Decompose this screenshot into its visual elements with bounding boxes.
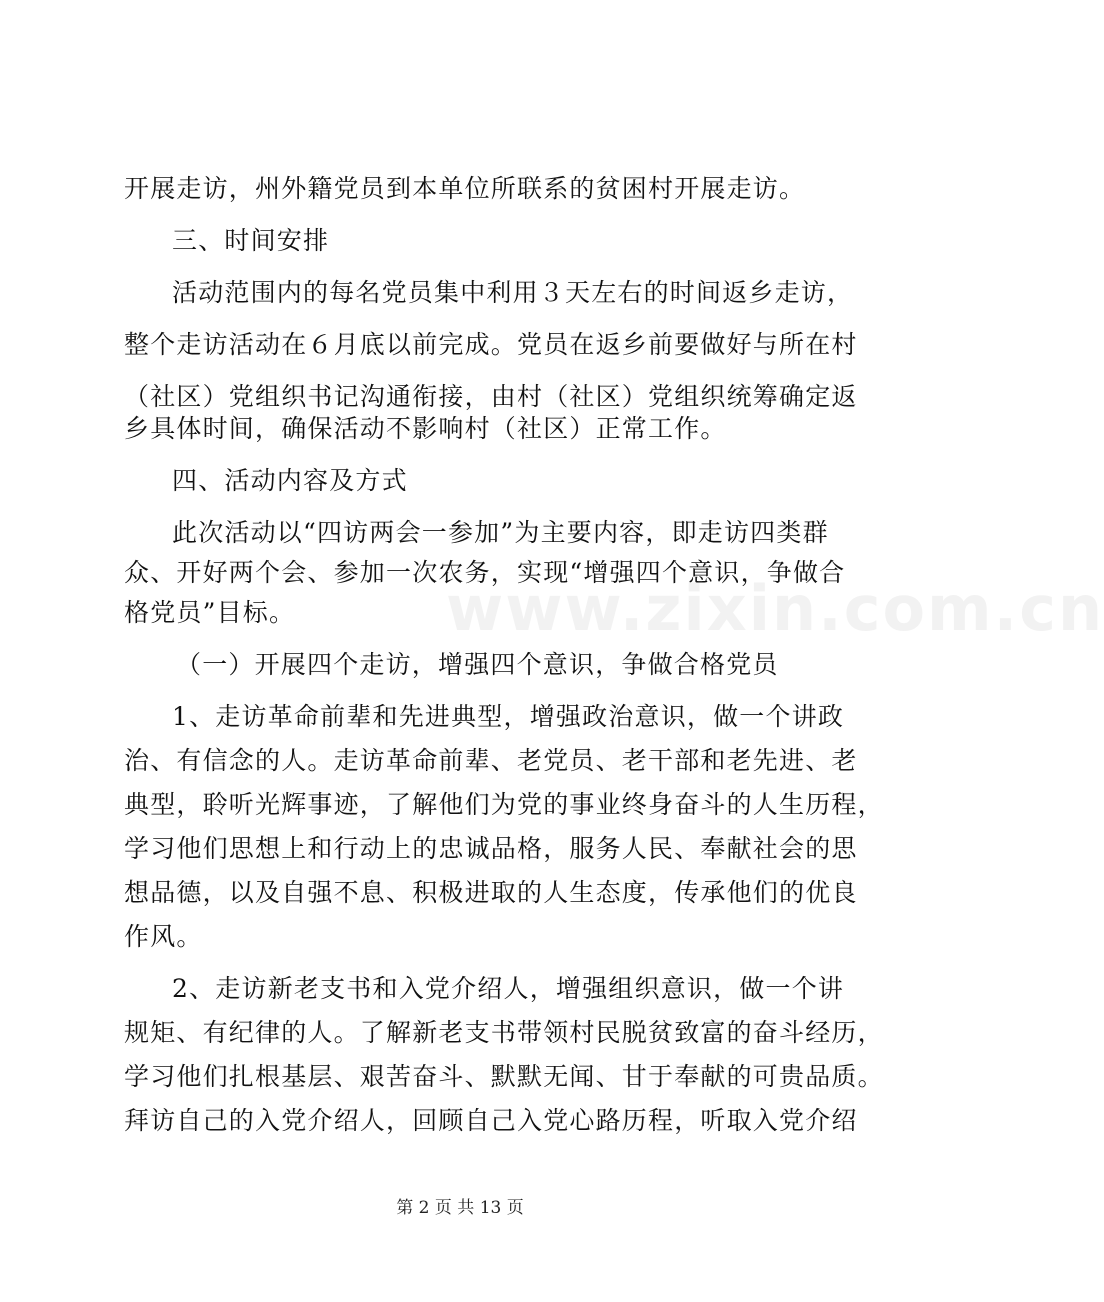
body-line: 乡具体时间，确保活动不影响村（社区）正常工作。 bbox=[124, 414, 727, 443]
body-line: 2、走访新老支书和入党介绍人，增强组织意识，做一个讲 bbox=[172, 974, 845, 1003]
body-line: 规矩、有纪律的人。了解新老支书带领村民脱贫致富的奋斗经历， bbox=[124, 1018, 884, 1047]
body-line: 此次活动以“四访两会一参加”为主要内容，即走访四类群 bbox=[172, 518, 829, 547]
body-line: 整个走访活动在６月底以前完成。党员在返乡前要做好与所在村 bbox=[124, 330, 858, 359]
body-line: 开展走访，州外籍党员到本单位所联系的贫困村开展走访。 bbox=[124, 174, 806, 203]
section-heading: 三、时间安排 bbox=[172, 226, 330, 255]
body-line: 拜访自己的入党介绍人，回顾自己入党心路历程，听取入党介绍 bbox=[124, 1106, 858, 1135]
body-line: （社区）党组织书记沟通衔接，由村（社区）党组织统筹确定返 bbox=[124, 382, 858, 411]
body-line: 治、有信念的人。走访革命前辈、老党员、老干部和老先进、老 bbox=[124, 746, 858, 775]
body-line: 1、走访革命前辈和先进典型，增强政治意识，做一个讲政 bbox=[172, 702, 845, 731]
body-line: 学习他们思想上和行动上的忠诚品格，服务人民、奉献社会的思 bbox=[124, 834, 858, 863]
body-line: 学习他们扎根基层、艰苦奋斗、默默无闻、甘于奉献的可贵品质。 bbox=[124, 1062, 884, 1091]
page-footer: 第 2 页 共 13 页 bbox=[396, 1198, 524, 1218]
body-line: 想品德，以及自强不息、积极进取的人生态度，传承他们的优良 bbox=[124, 878, 858, 907]
body-line: 格党员”目标。 bbox=[124, 598, 296, 627]
body-line: 众、开好两个会、参加一次农务，实现“增强四个意识，争做合 bbox=[124, 558, 846, 587]
subsection-heading: （一）开展四个走访，增强四个意识，争做合格党员 bbox=[176, 650, 779, 679]
section-heading: 四、活动内容及方式 bbox=[172, 466, 408, 495]
body-line: 典型，聆听光辉事迹，了解他们为党的事业终身奋斗的人生历程， bbox=[124, 790, 884, 819]
body-line: 作风。 bbox=[124, 922, 203, 951]
watermark: www.zixin.com.cn bbox=[446, 572, 1104, 645]
body-line: 活动范围内的每名党员集中利用３天左右的时间返乡走访， bbox=[172, 278, 854, 307]
